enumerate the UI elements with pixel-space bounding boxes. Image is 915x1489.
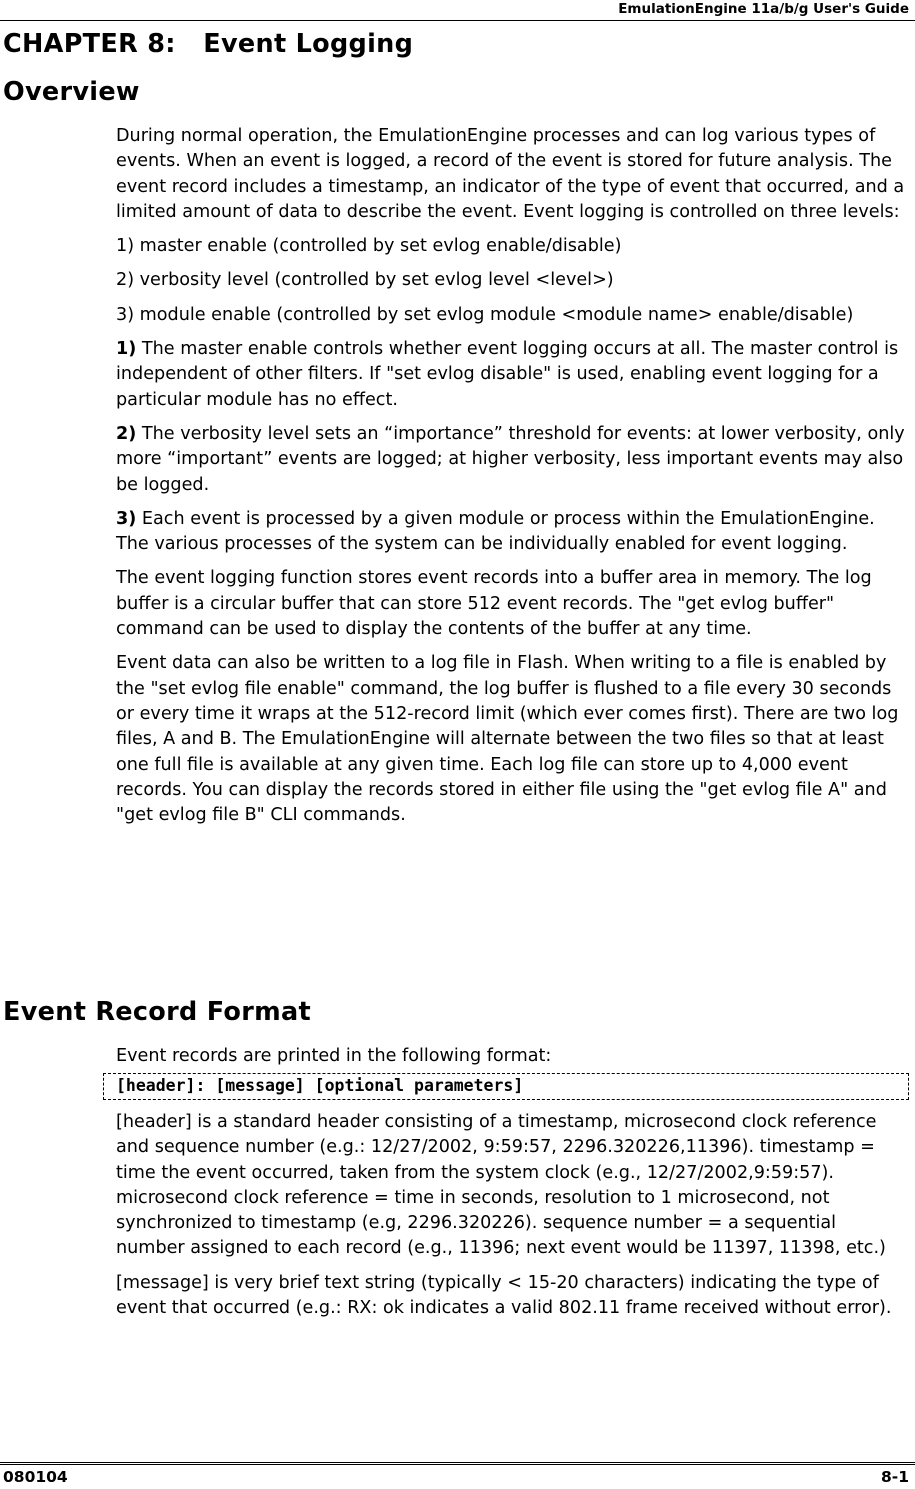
detail-text: The verbosity level sets an “importance” threshold for events: at lower verbosity, only more “important” events are logged; at higher verbosity, less important events may also be logged. bbox=[116, 423, 905, 495]
level-item: 1) master enable (controlled by set evlog enable/disable) bbox=[116, 236, 622, 257]
message-description: [message] is very brief text string (typically < 15-20 characters) indicating the type of event that occurred (e.g.: RX: ok indicates a valid 802.11 frame received without error). bbox=[116, 1272, 892, 1319]
detail-number: 3) bbox=[116, 508, 137, 529]
page-header bbox=[0, 0, 915, 21]
overview-intro: During normal operation, the EmulationEngine processes and can log various types of events. When an event is logged, a record of the event is stored for future analysis. The event record includes a timestamp, an indicator of the type of event that occurred, and a limited amount of data to describe the event. Event logging is controlled on three levels: bbox=[116, 126, 905, 222]
buffer-paragraph: The event logging function stores event records into a buffer area in memory. The log buffer is a circular buffer that can store 512 event records. The "get evlog buffer" command can be used to display the contents of the buffer at any time. bbox=[116, 568, 872, 640]
level-item: 3) module enable (controlled by set evlog module <module name> enable/disable) bbox=[116, 304, 854, 325]
detail-text: Each event is processed by a given module or process within the EmulationEngine. The various processes of the system can be individually enabled for event logging. bbox=[116, 508, 875, 555]
level-item: 2) verbosity level (controlled by set evlog level <level>) bbox=[116, 270, 614, 291]
format-code-box: [header]: [message] [optional parameters] bbox=[103, 1073, 909, 1100]
header-description: [header] is a standard header consisting of a timestamp, microsecond clock reference and sequence number (e.g.: 12/27/2002, 9:59:57, 2296.320226,11396). timestamp = time the event occurred, taken from the system clock (e.g., 12/27/2002,9:59:57). microsecond clock reference = time in seconds, resolution to 1 microsecond, not synchronized to timestamp (e.g, 2296.320226). sequence number = a sequential number assigned to each record (e.g., 11396; next event would be 11397, 11398, etc.) bbox=[116, 1112, 886, 1259]
detail-paragraph bbox=[116, 337, 906, 413]
document-title: EmulationEngine 11a/b/g User's Guide bbox=[618, 1, 909, 17]
record-format-heading: Event Record Format bbox=[3, 997, 311, 1027]
page-footer bbox=[0, 1462, 915, 1489]
file-paragraph: Event data can also be written to a log file in Flash. When writing to a file is enabled by the "set evlog file enable" command, the log buffer is flushed to a file every 30 seconds or every time it wraps at the 512-record limit (which ever comes first). There are two log files, A and B. The EmulationEngine will alternate between the two files so that at least one full file is available at any given time. Each log file can store up to 4,000 event records. You can display the records stored in either file using the "get evlog file A" and "get evlog file B" CLI commands. bbox=[116, 653, 899, 826]
doc-number: 080104 bbox=[3, 1468, 68, 1486]
record-format-body bbox=[116, 1110, 906, 1330]
chapter-title: CHAPTER 8: Event Logging bbox=[3, 29, 414, 59]
detail-number: 2) bbox=[116, 423, 137, 444]
detail-paragraph bbox=[116, 507, 906, 558]
overview-body bbox=[116, 124, 906, 837]
detail-paragraph bbox=[116, 422, 906, 498]
detail-number: 1) bbox=[116, 339, 137, 360]
page-number: 8-1 bbox=[880, 1468, 909, 1486]
detail-text: The master enable controls whether event logging occurs at all. The master control is independent of other filters. If "set evlog disable" is used, enabling event logging for a particular module has no effect. bbox=[116, 339, 899, 410]
record-format-intro: Event records are printed in the following format: bbox=[116, 1046, 552, 1066]
overview-heading: Overview bbox=[3, 77, 140, 107]
